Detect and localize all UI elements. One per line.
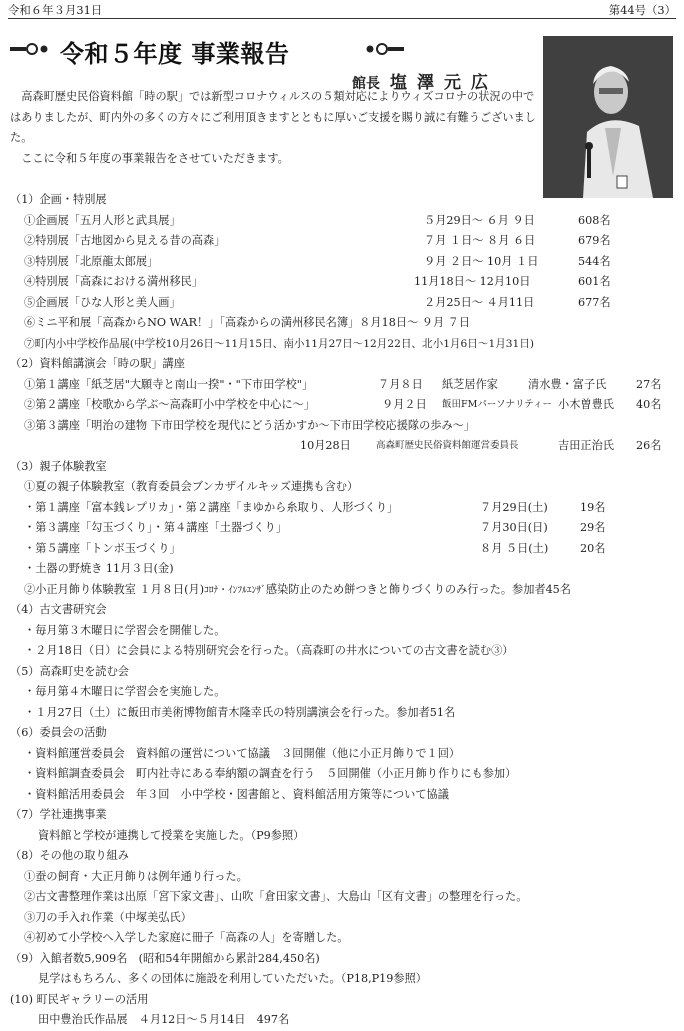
list-item: ・１月27日（土）に飯田市美術博物館青木隆幸氏の特別講演会を行った。参加者51名 bbox=[24, 705, 456, 719]
class-date: ７月29日(土) bbox=[480, 500, 548, 514]
list-item: ⑥ミニ平和展「高森からNO WAR！」「高森からの満州移民名簿」８月18日～ ９月 ７日 bbox=[24, 316, 471, 329]
list-item bbox=[10, 293, 678, 314]
intro-text bbox=[10, 87, 538, 169]
list-item: ・毎月第４木曜日に学習会を実施した。 bbox=[24, 685, 226, 698]
list-item bbox=[10, 272, 678, 293]
list-item: ・資料館調査委員会 町内社寺にある奉納額の調査を行う ５回開催（小正月飾り作りにも参加） bbox=[24, 767, 517, 780]
exhibit-count: 677名 bbox=[578, 295, 611, 309]
class-name: ・第１講座「富本銭レプリカ」・第２講座「まゆから糸取り、人形づくり」 bbox=[24, 500, 399, 514]
lecture-speaker: 小木曽豊氏 bbox=[558, 398, 614, 411]
list-item: 田中豊治氏作品展 ４月12日～５月14日 497名 bbox=[38, 1013, 290, 1026]
list-item: ①蚕の飼育・大正月飾りは例年通り行った。 bbox=[24, 869, 248, 883]
section-heading: (10) 町民ギャラリーの活用 bbox=[10, 992, 149, 1006]
exhibit-dates: 11月18日～ 12月10日 bbox=[414, 275, 531, 288]
issue-date: 令和６年３月31日 bbox=[8, 3, 103, 17]
director-photo bbox=[543, 36, 673, 198]
lecture-count: 26名 bbox=[636, 439, 662, 452]
class-date: ７月30日(日) bbox=[480, 521, 548, 534]
issue-number: 第44号（3） bbox=[608, 3, 676, 17]
lecture-topic: ①第１講座「紙芝居"大願寺と南山一揆"・"下市田学校"」 bbox=[24, 377, 314, 391]
lecture-role: 飯田FMパーソナリティー bbox=[442, 399, 552, 410]
list-item: ⑦町内小中学校作品展(中学校10月26日～11月15日、南小11月27日～12月22日、北小1月6日～1月31日) bbox=[24, 337, 534, 350]
lecture-date: 10月28日 bbox=[300, 439, 351, 452]
exhibit-count: 679名 bbox=[578, 234, 611, 247]
lecture-date: ９月２日 bbox=[382, 398, 427, 411]
class-count: 29名 bbox=[580, 521, 606, 534]
exhibit-dates: ９月 ２日～ 10月 １日 bbox=[424, 254, 539, 268]
header-rule bbox=[8, 18, 676, 19]
event-note: ｺﾛﾅ・ｲﾝﾌﾙｴﾝｻﾞ bbox=[204, 584, 266, 596]
exhibit-dates: ２月25日～ ４月11日 bbox=[424, 295, 535, 309]
exhibit-dates: ５月29日～ ６月 ９日 bbox=[424, 213, 535, 227]
section-heading: （5）高森町史を読む会 bbox=[10, 664, 129, 678]
exhibit-count: 608名 bbox=[578, 213, 611, 227]
section-heading: （6）委員会の活動 bbox=[10, 726, 107, 739]
exhibit-name: ③特別展「北原龍太郎展」 bbox=[24, 254, 159, 268]
intro-paragraph-2: ここに令和５年度の事業報告をさせていただきます。 bbox=[21, 151, 289, 165]
byline-name: 塩澤元広 bbox=[390, 73, 498, 93]
title-block bbox=[10, 34, 410, 66]
list-item bbox=[10, 539, 678, 560]
section-heading: （7）学社連携事業 bbox=[10, 808, 107, 821]
byline-role: 館長 bbox=[352, 76, 380, 92]
list-item bbox=[10, 580, 678, 601]
section-heading: （9）入館者数5,909名 (昭和54年開館から累計284,450名) bbox=[10, 951, 320, 965]
list-item: ・毎月第３木曜日に学習会を開催した。 bbox=[24, 623, 226, 637]
lecture-speaker: 清水豊・富子氏 bbox=[528, 377, 607, 391]
lecture-topic: ②第２講座「校歌から学ぶ～高森町小中学校を中心に～」 bbox=[24, 398, 315, 411]
exhibit-count: 544名 bbox=[578, 254, 611, 268]
section-heading: （2）資料館講演会「時の駅」講座 bbox=[10, 357, 185, 370]
list-item bbox=[10, 395, 678, 416]
section-heading: （4）古文書研究会 bbox=[10, 603, 107, 616]
lecture-count: 27名 bbox=[636, 377, 662, 391]
list-item bbox=[10, 498, 678, 519]
intro-paragraph: 高森町歴史民俗資料館「時の駅」では新型コロナウィルスの５類対応によりウィズコロナの状況の中ではありましたが、町内外の多くの方々にご利用頂きますとともに厚いご支援を賜り誠に有難うございました。 bbox=[10, 90, 536, 144]
lecture-speaker: 吉田正治氏 bbox=[558, 439, 614, 452]
exhibit-count: 601名 bbox=[578, 275, 611, 288]
exhibit-name: ②特別展「古地図から見える昔の高森」 bbox=[24, 234, 226, 247]
event-date: ②小正月飾り体験教室 １月８日(月) bbox=[24, 582, 205, 596]
section-heading: （1）企画・特別展 bbox=[10, 193, 107, 206]
list-item: ④初めて小学校へ入学した家庭に冊子「高森の人」を寄贈した。 bbox=[24, 931, 349, 944]
class-name: ・第５講座「トンボ玉づくり」 bbox=[24, 541, 181, 555]
list-item bbox=[10, 231, 678, 252]
list-item: ・資料館活用委員会 年３回 小中学校・図書館と、資料館活用方策等について協議 bbox=[24, 787, 449, 801]
report-body bbox=[10, 190, 678, 1031]
class-date: ８月 ５日(土) bbox=[480, 541, 549, 555]
list-item-continuation bbox=[10, 436, 678, 457]
section-heading: （8）その他の取り組み bbox=[10, 849, 129, 862]
list-item: 資料館と学校が連携して授業を実施した。（P9参照） bbox=[38, 828, 305, 842]
exhibit-dates: ７月 １日～ ８月 ６日 bbox=[424, 234, 536, 247]
list-item: ②古文書整理作業は出原「宮下家文書」、山吹「倉田家文書」、大島山「区有文書」の整理を行った。 bbox=[24, 890, 528, 903]
section-heading: （3）親子体験教室 bbox=[10, 459, 107, 473]
person-photo-icon bbox=[543, 36, 673, 198]
exhibit-name: ④特別展「高森における満州移民」 bbox=[24, 275, 204, 288]
class-count: 20名 bbox=[580, 541, 606, 555]
page-header bbox=[8, 2, 676, 16]
list-item bbox=[10, 518, 678, 539]
list-item: ①夏の親子体験教室（教育委員会ブンカザイルキッズ連携も含む） bbox=[24, 480, 359, 493]
exhibit-name: ⑤企画展「ひな人形と美人画」 bbox=[24, 295, 181, 309]
lecture-count: 40名 bbox=[636, 398, 662, 411]
lecture-date: ７月８日 bbox=[378, 377, 423, 391]
event-detail: 感染防止のため餅つきと飾りづくりのみ行った。参加者45名 bbox=[265, 582, 571, 596]
list-item bbox=[10, 211, 678, 232]
class-count: 19名 bbox=[580, 500, 606, 514]
list-item bbox=[10, 252, 678, 273]
list-item: 見学はもちろん、多くの団体に施設を利用していただいた。（P18,P19参照） bbox=[38, 972, 427, 985]
exhibit-name: ①企画展「五月人形と武具展」 bbox=[24, 213, 181, 227]
list-item: ③刀の手入れ作業（中塚美弘氏） bbox=[24, 910, 192, 924]
list-item: ・２月18日（日）に会員による特別研究会を行った。（高森町の井水についての古文書を読む③） bbox=[24, 644, 514, 657]
lecture-role: 紙芝居作家 bbox=[442, 377, 498, 391]
page-title: 令和５年度 事業報告 bbox=[60, 40, 290, 68]
list-item: ・土器の野焼き 11月３日(金) bbox=[24, 562, 174, 575]
ornament-left-icon bbox=[10, 42, 54, 56]
list-item: ③第３講座「明治の建物 下市田学校を現代にどう活かすか～下市田学校応援隊の歩み～」 bbox=[24, 418, 476, 432]
ornament-right-icon bbox=[360, 42, 404, 56]
class-name: ・第３講座「勾玉づくり」・第４講座「土器づくり」 bbox=[24, 521, 287, 534]
list-item: ・資料館運営委員会 資料館の運営について協議 ３回開催（他に小正月飾りで１回） bbox=[24, 746, 461, 760]
list-item bbox=[10, 375, 678, 396]
lecture-role: 高森町歴史民俗資料館運営委員長 bbox=[376, 440, 519, 451]
